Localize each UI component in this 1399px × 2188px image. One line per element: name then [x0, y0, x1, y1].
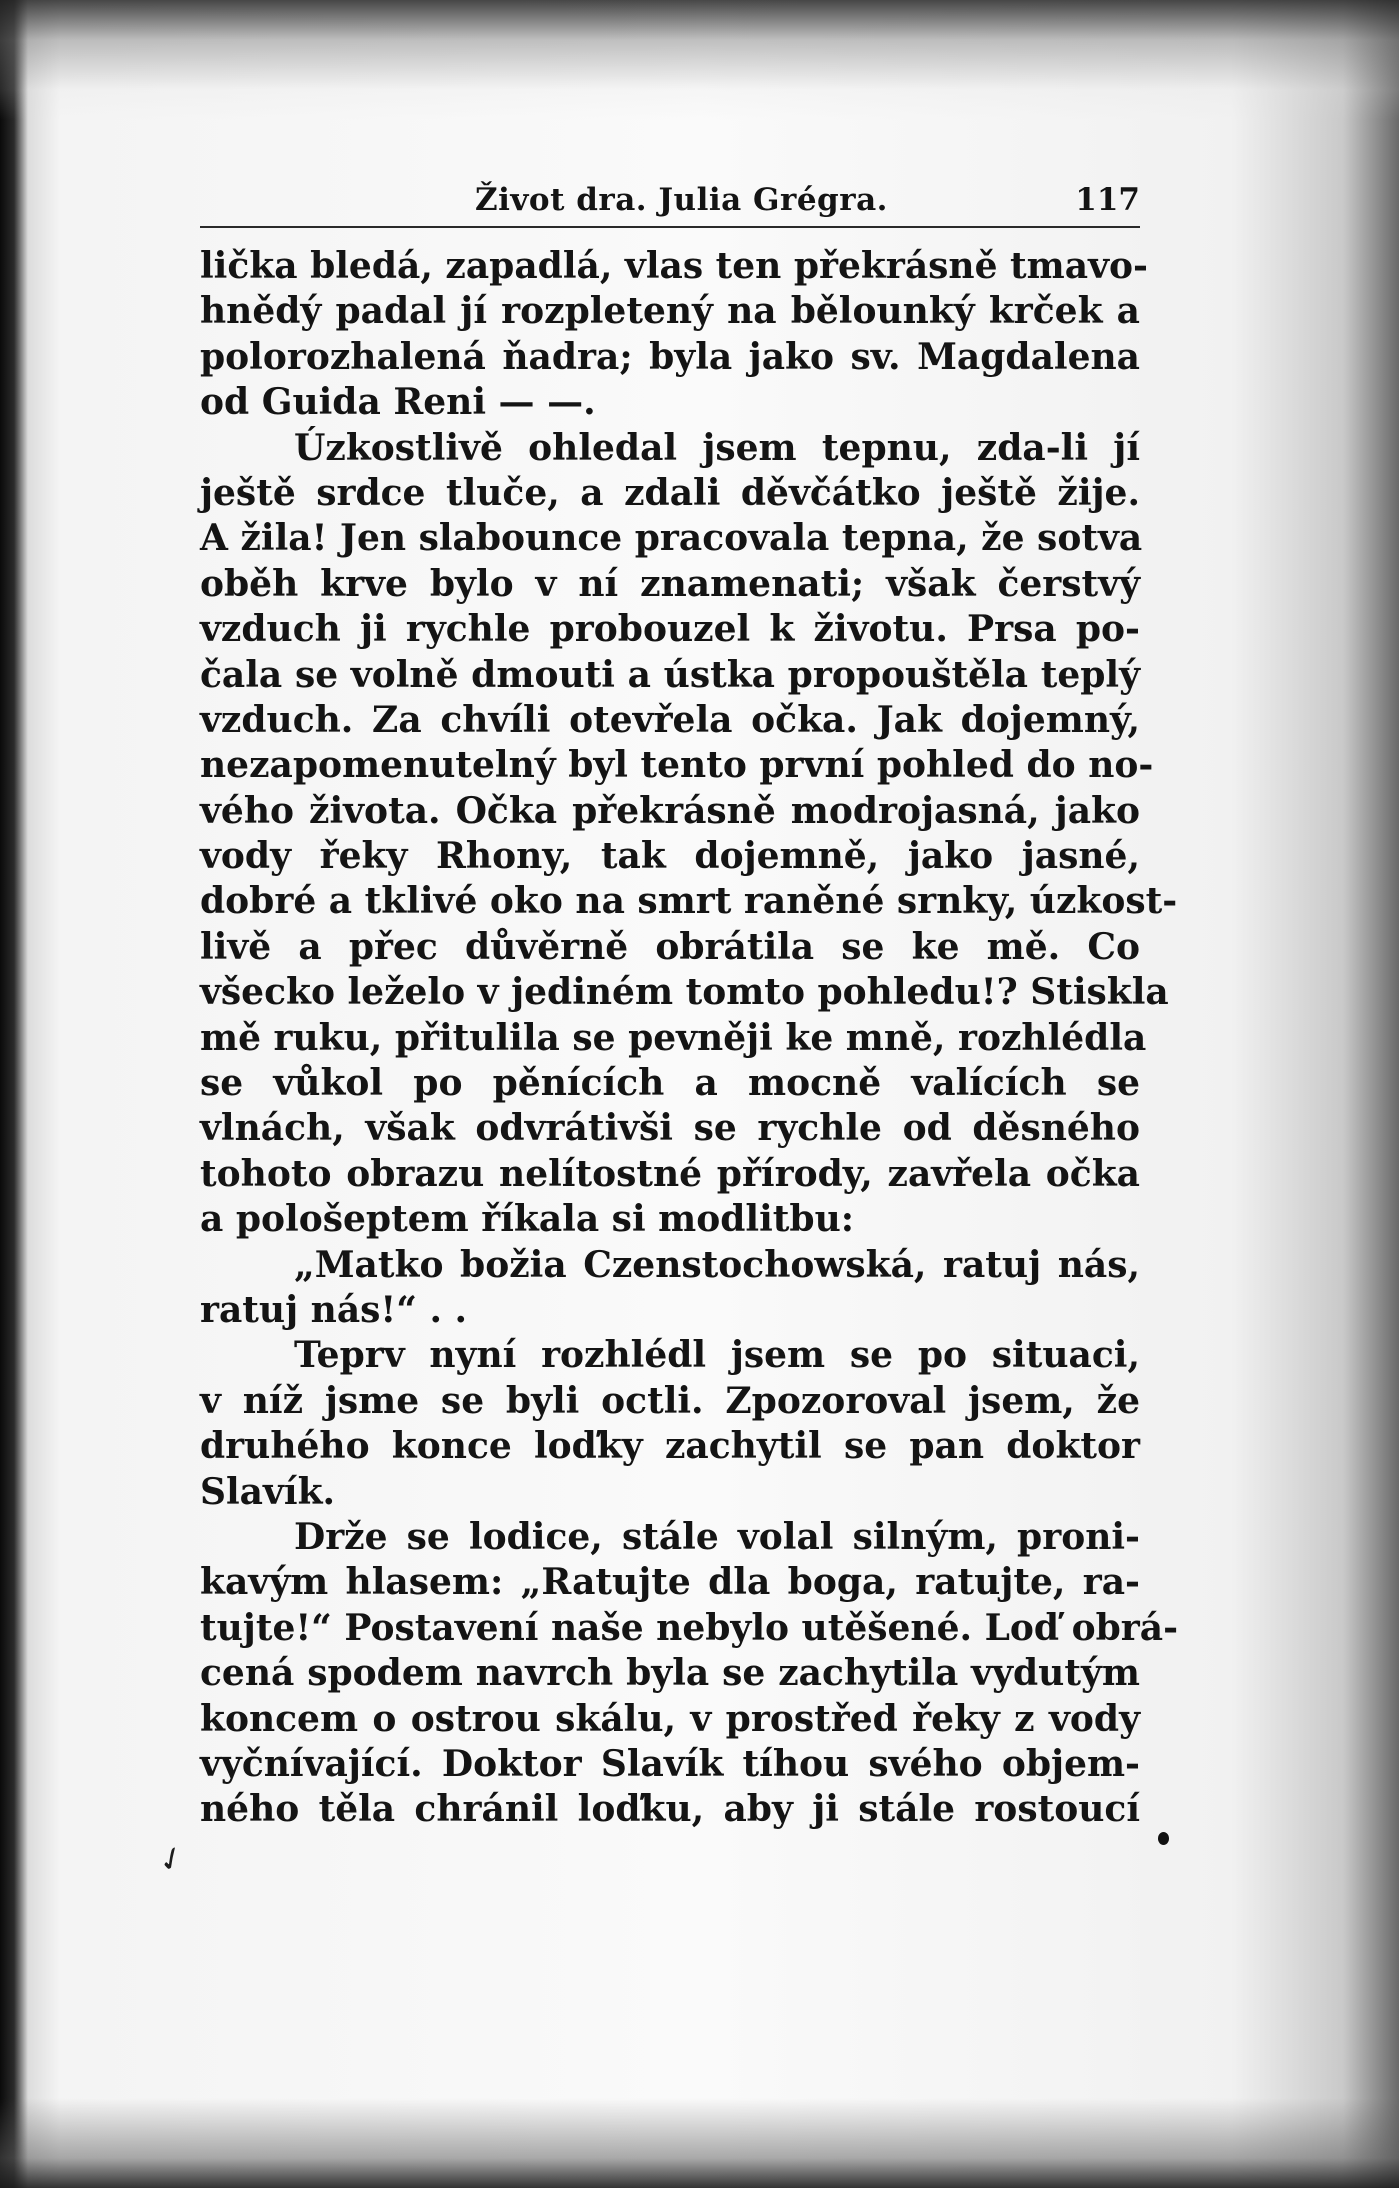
text-line: vého života. Očka překrásně modrojasná, jako	[200, 789, 1140, 832]
running-header	[200, 170, 1140, 228]
text-line: kavým hlasem: „Ratujte dla boga, ratujte, ra-	[200, 1561, 1140, 1604]
page-number: 117	[1075, 182, 1140, 218]
running-header-title: Život dra. Julia Grégra.	[475, 182, 888, 218]
text-line: čala se volně dmouti a ústka propouštěla teplý	[200, 653, 1140, 696]
text-line: ještě srdce tluče, a zdali děvčátko ještě žije.	[200, 471, 1140, 514]
text-line: v níž jsme se byli octli. Zpozoroval jsem, že	[200, 1379, 1140, 1422]
text-line: Slavík.	[200, 1470, 336, 1513]
text-line: všecko leželo v jediném tomto pohledu!? Stiskla	[200, 971, 1169, 1014]
text-line: vzduch. Za chvíli otevřela očka. Jak dojemný,	[200, 698, 1140, 741]
text-line: polorozhalená ňadra; byla jako sv. Magdalena	[200, 335, 1140, 378]
text-line: druhého konce loďky zachytil se pan doktor	[200, 1425, 1140, 1468]
text-line: mě ruku, přitulila se pevněji ke mně, rozhlédla	[200, 1016, 1147, 1059]
text-line: vlnách, však odvrátivši se rychle od děsného	[200, 1107, 1140, 1150]
text-line: Drže se lodice, stále volal silným, proni-	[294, 1515, 1140, 1558]
text-line: dobré a tklivé oko na smrt raněné srnky, úzkost-	[200, 880, 1178, 923]
text-line: vzduch ji rychle probouzel k životu. Prsa po-	[200, 608, 1140, 651]
text-line: a pološeptem říkala si modlitbu:	[200, 1198, 855, 1241]
text-line: ného těla chránil loďku, aby ji stále rostoucí	[200, 1788, 1140, 1831]
text-line: oběh krve bylo v ní znamenati; však čerstvý	[200, 562, 1140, 605]
text-line: koncem o ostrou skálu, v prostřed řeky z vody	[200, 1697, 1140, 1740]
text-block	[200, 170, 1179, 1833]
text-line: lička bledá, zapadlá, vlas ten překrásně tmavo-	[200, 245, 1148, 287]
text-line: tohoto obrazu nelítostné přírody, zavřela očka	[200, 1152, 1140, 1195]
text-line: vody řeky Rhony, tak dojemně, jako jasné,	[200, 835, 1140, 878]
text-line: ratuj nás!“ . .	[200, 1288, 468, 1331]
text-line: livě a přec důvěrně obrátila se ke mě. Co	[200, 925, 1140, 968]
text-line: se vůkol po pěnících a mocně valících se	[200, 1062, 1140, 1105]
text-line: hnědý padal jí rozpletený na bělounký krček a	[200, 290, 1140, 333]
text-line: Úzkostlivě ohledal jsem tepnu, zda-li jí	[294, 426, 1140, 469]
text-line: vyčnívající. Doktor Slavík tíhou svého objem-	[200, 1742, 1140, 1785]
margin-mark: ✓	[151, 1836, 192, 1882]
text-line: cená spodem navrch byla se zachytila vydutým	[200, 1652, 1140, 1695]
text-line: nezapomenutelný byl tento první pohled do no-	[200, 744, 1154, 787]
text-line: Teprv nyní rozhlédl jsem se po situaci,	[294, 1334, 1140, 1377]
text-line: od Guida Reni — —.	[200, 381, 596, 424]
text-line: „Matko božia Czenstochowská, ratuj nás,	[294, 1243, 1140, 1286]
text-line: tujte!“ Postavení naše nebylo utěšené. Loď obrá-	[200, 1606, 1179, 1649]
text-line: A žila! Jen slabounce pracovala tepna, že sotva	[200, 517, 1143, 560]
body-text	[200, 244, 1179, 1833]
ink-speck	[1158, 1832, 1169, 1845]
